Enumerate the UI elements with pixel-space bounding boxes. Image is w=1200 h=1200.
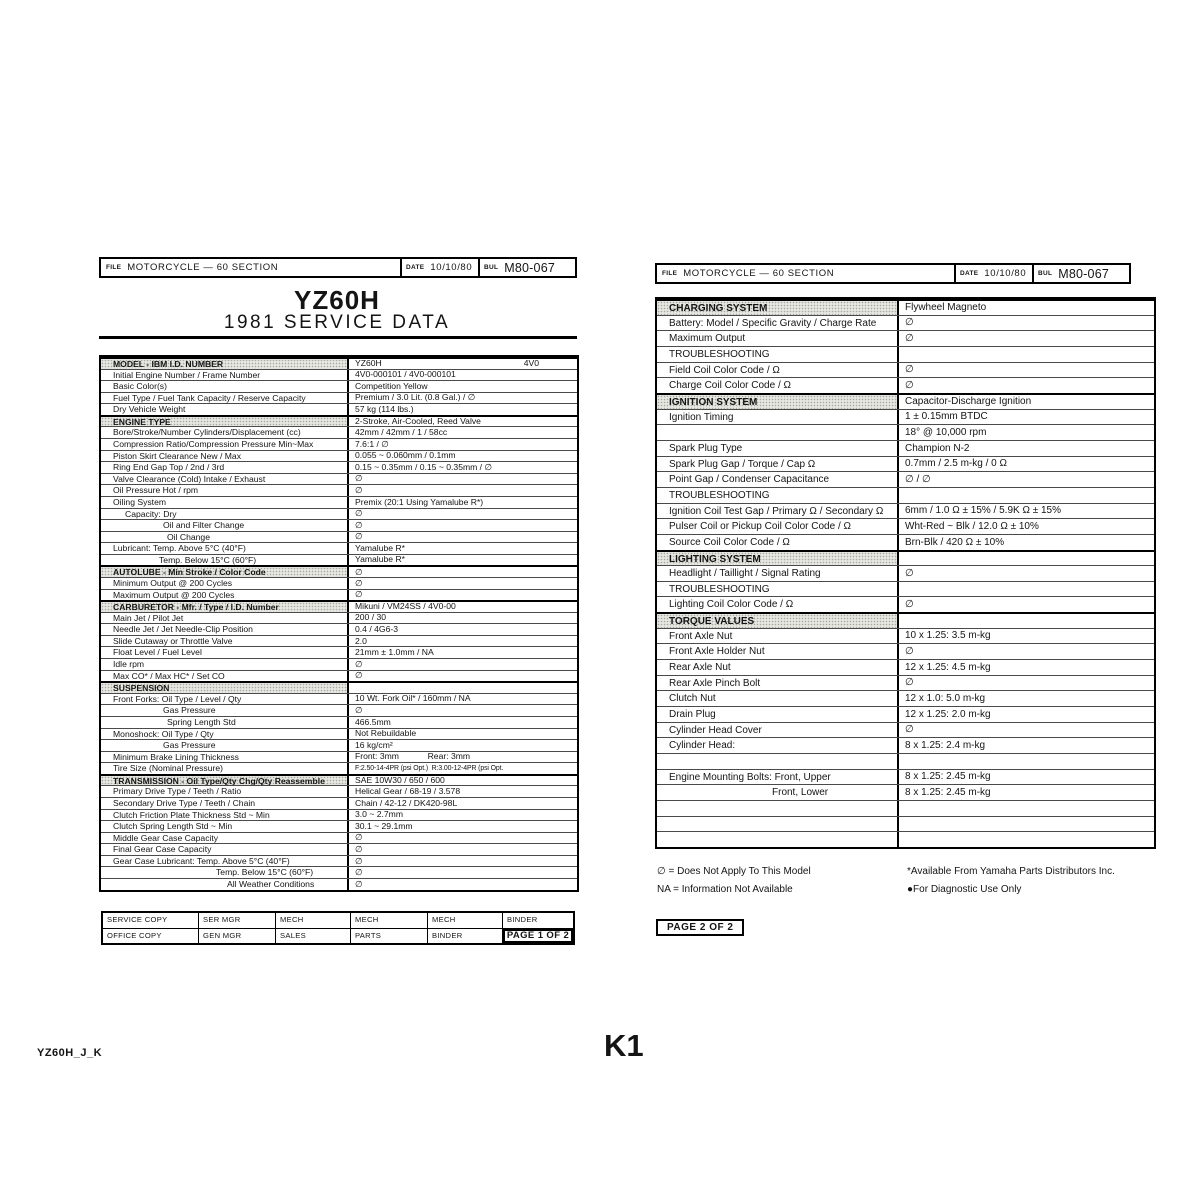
spec-label: Field Coil Color Code / Ω [669, 364, 780, 376]
distribution-cell: MECH [427, 913, 502, 928]
spec-value: Not Rebuildable [347, 729, 577, 740]
spec-label: Front Forks: Oil Type / Level / Qty [113, 693, 242, 704]
spec-value: 57 kg (114 lbs.) [347, 404, 577, 415]
spec-row [657, 456, 1154, 472]
spec-value: 30.1 ~ 29.1mm [347, 821, 577, 832]
distribution-cell: MECH [275, 913, 350, 928]
spec-value [897, 754, 1154, 769]
spec-label: Clutch Nut [669, 693, 716, 705]
spec-label: TRANSMISSION - Oil Type/Qty Chg/Qty Reassemble [101, 776, 347, 786]
spec-value: 8 x 1.25: 2.4 m-kg [897, 738, 1154, 753]
spec-row [657, 753, 1154, 769]
spec-row [101, 809, 577, 821]
spec-row [657, 722, 1154, 738]
spec-label: IGNITION SYSTEM [657, 395, 897, 409]
service-data-table-page1 [99, 355, 579, 892]
spec-value: SAE 10W30 / 650 / 600 [347, 776, 577, 786]
spec-label: Engine Mounting Bolts: Front, Upper [669, 771, 831, 783]
spec-value-right: 4V0 [523, 359, 539, 369]
file-label: FILE [662, 270, 678, 277]
model-title: YZ60H [294, 285, 380, 315]
spec-label: Valve Clearance (Cold) Intake / Exhaust [113, 473, 266, 484]
spec-value: ∅ [347, 705, 577, 716]
spec-row [657, 596, 1154, 612]
bulletin-cell [1032, 265, 1129, 282]
spec-row [101, 473, 577, 485]
date-value: 10/10/80 [430, 262, 473, 273]
distribution-cell: GEN MGR [198, 929, 275, 944]
spec-row [101, 623, 577, 635]
spec-label: Bore/Stroke/Number Cylinders/Displacement (cc) [113, 427, 301, 438]
spec-value: Chain / 42-12 / DK420-98L [347, 798, 577, 809]
spec-value: ∅ / ∅ [897, 472, 1154, 487]
spec-row [101, 519, 577, 531]
spec-value: Champion N-2 [897, 441, 1154, 456]
spec-value [897, 817, 1154, 832]
spec-row [657, 675, 1154, 691]
section-header-row [101, 357, 577, 369]
spec-value: 466.5mm [347, 717, 577, 728]
spec-row [101, 369, 577, 381]
document-subtitle: 1981 SERVICE DATA [223, 312, 451, 333]
spec-value: 2.0 [347, 636, 577, 647]
spec-row [101, 438, 577, 450]
spec-value [897, 832, 1154, 847]
spec-value: Competition Yellow [347, 381, 577, 392]
spec-value: Mikuni / VM24SS / 4V0-00 [347, 602, 577, 612]
distribution-row-offices [103, 928, 573, 944]
legend-bullet: ●For Diagnostic Use Only [907, 884, 1022, 895]
spec-row [657, 362, 1154, 378]
spec-label: Cylinder Head Cover [669, 724, 762, 736]
spec-value: 12 x 1.25: 2.0 m-kg [897, 707, 1154, 722]
spec-label: Lighting Coil Color Code / Ω [669, 599, 794, 611]
spec-value: ∅ [347, 844, 577, 855]
spec-label: CARBURETOR - Mfr. / Type / I.D. Number [101, 602, 347, 612]
spec-label [657, 817, 897, 832]
spec-label [657, 801, 897, 816]
spec-row [101, 646, 577, 658]
spec-row [101, 716, 577, 728]
spec-label: Idle rpm [113, 659, 145, 670]
spec-value: ∅ [347, 578, 577, 589]
spec-label: TROUBLESHOOTING [669, 489, 770, 501]
spec-row [657, 690, 1154, 706]
legend-notes [657, 863, 1151, 899]
spec-label: ENGINE TYPE [101, 417, 347, 427]
spec-value: ∅ [897, 316, 1154, 331]
spec-label: Float Level / Fuel Level [113, 647, 202, 658]
spec-row [657, 503, 1154, 519]
spec-value: ∅ [897, 331, 1154, 346]
spec-label: Temp. Below 15°C (60°F) [216, 867, 314, 878]
spec-row [101, 797, 577, 809]
spec-label: Capacity: Dry [125, 508, 177, 519]
spec-label: Basic Color(s) [113, 381, 167, 392]
spec-value: ∅ [897, 378, 1154, 393]
spec-label [657, 832, 897, 847]
spec-label: LIGHTING SYSTEM [657, 552, 897, 566]
spec-label: Minimum Output @ 200 Cycles [113, 577, 233, 588]
spec-label: Battery: Model / Specific Gravity / Charge Rate [669, 317, 877, 329]
spec-row [657, 315, 1154, 331]
spec-row [657, 659, 1154, 675]
page2-of-2-badge: PAGE 2 OF 2 [656, 919, 744, 936]
spec-label: Initial Engine Number / Frame Number [113, 369, 261, 380]
spec-row [657, 581, 1154, 597]
spec-label: CHARGING SYSTEM [657, 301, 897, 315]
spec-row [101, 785, 577, 797]
spec-row [657, 330, 1154, 346]
spec-value: Brn-Blk / 420 Ω ± 10% [897, 535, 1154, 550]
section-header-row [101, 565, 577, 577]
spec-row [101, 392, 577, 404]
spec-label: Clutch Spring Length Std ~ Min [113, 821, 233, 832]
spec-label: Rear Axle Pinch Bolt [669, 677, 761, 689]
distribution-cell: SERVICE COPY [107, 915, 168, 924]
spec-value [897, 614, 1154, 628]
spec-row [657, 346, 1154, 362]
spec-value: 0.4 / 4G6-3 [347, 624, 577, 635]
spec-value: Flywheel Magneto [897, 301, 1154, 315]
section-header-row [657, 550, 1154, 566]
spec-label: Tire Size (Nominal Pressure) [113, 763, 223, 774]
spec-row [657, 487, 1154, 503]
spec-value: 7.6:1 / ∅ [347, 439, 577, 450]
bulletin-label: BUL [484, 264, 499, 271]
spec-value: Premix (20:1 Using Yamalube R*) [347, 497, 577, 508]
spec-label [657, 754, 897, 769]
spec-label: Monoshock: Oil Type / Qty [113, 728, 214, 739]
spec-label: Point Gap / Condenser Capacitance [669, 474, 830, 486]
spec-value: 4V0-000101 / 4V0-000101 [347, 370, 577, 381]
distribution-cell: OFFICE COPY [107, 930, 162, 940]
spec-label: TROUBLESHOOTING [669, 583, 770, 595]
spec-value: ∅ [897, 676, 1154, 691]
spec-value: ∅ [347, 856, 577, 867]
spec-value: 8 x 1.25: 2.45 m-kg [897, 785, 1154, 800]
spec-row [657, 424, 1154, 440]
spec-row [657, 643, 1154, 659]
document-title-block [99, 287, 575, 334]
spec-value: Capacitor-Discharge Ignition [897, 395, 1154, 409]
spec-row [657, 816, 1154, 832]
spec-row [101, 670, 577, 682]
spec-value: Helical Gear / 68-19 / 3.578 [347, 786, 577, 797]
spec-value: 12 x 1.25: 4.5 m-kg [897, 660, 1154, 675]
spec-row [101, 728, 577, 740]
section-header-row [101, 774, 577, 786]
spec-row [657, 440, 1154, 456]
spec-label: Oil Change [167, 531, 210, 542]
spec-label: Oil and Filter Change [163, 520, 245, 531]
spec-label: Oil Pressure Hot / rpm [113, 485, 199, 496]
bulletin-label: BUL [1038, 270, 1053, 277]
spec-value: 10 Wt. Fork Oil* / 160mm / NA [347, 694, 577, 705]
spec-label: Ring End Gap Top / 2nd / 3rd [113, 462, 225, 473]
spec-value: F:2.50-14-4PR (psi Opt.) R:3.00-12-4PR (psi Opt. [347, 763, 577, 774]
spec-row [657, 784, 1154, 800]
spec-label: TORQUE VALUES [657, 614, 897, 628]
spec-value: 200 / 30 [347, 613, 577, 624]
spec-label: Maximum Output [669, 333, 746, 345]
distribution-table [101, 911, 575, 945]
spec-row [101, 496, 577, 508]
spec-value: ∅ [347, 671, 577, 682]
spec-row [101, 403, 577, 415]
spec-value: 16 kg/cm² [347, 740, 577, 751]
spec-value: ∅ [347, 532, 577, 543]
spec-row [657, 769, 1154, 785]
spec-label: Drain Plug [669, 709, 716, 721]
spec-label: AUTOLUBE - Min Stroke / Color Code [101, 567, 347, 577]
page1-file-header [99, 257, 577, 278]
spec-label: Ignition Coil Test Gap / Primary Ω / Secondary Ω [669, 505, 884, 517]
date-label: DATE [960, 270, 979, 277]
spec-value: ∅ [347, 590, 577, 601]
file-value: MOTORCYCLE — 60 SECTION [127, 262, 279, 273]
spec-label: Primary Drive Type / Teeth / Ratio [113, 786, 242, 797]
distribution-cell: SER MGR [198, 913, 275, 928]
distribution-cell: PARTS [350, 929, 427, 944]
legend-asterisk: *Available From Yamaha Parts Distributors Inc. [907, 866, 1115, 877]
spec-value: Premium / 3.0 Lit. (0.8 Gal.) / ∅ [347, 393, 577, 404]
spec-label: Front Axle Holder Nut [669, 646, 765, 658]
spec-label: Source Coil Color Code / Ω [669, 536, 790, 548]
spec-label: Charge Coil Color Code / Ω [669, 380, 791, 392]
spec-row [657, 377, 1154, 393]
spec-label: Minimum Brake Lining Thickness [113, 751, 239, 762]
spec-row [657, 737, 1154, 753]
spec-row [101, 612, 577, 624]
spec-row [101, 762, 577, 774]
spec-row [101, 866, 577, 878]
spec-row [101, 461, 577, 473]
spec-label: Gas Pressure [163, 705, 216, 716]
spec-row [101, 380, 577, 392]
service-data-table-page2 [655, 297, 1156, 849]
spec-label: Dry Vehicle Weight [113, 404, 186, 415]
spec-label: Gas Pressure [163, 740, 216, 751]
spec-row [657, 800, 1154, 816]
spec-row [101, 542, 577, 554]
spec-value: 2-Stroke, Air-Cooled, Reed Valve [347, 417, 577, 427]
spec-label: Final Gear Case Capacity [113, 844, 212, 855]
spec-label: Compression Ratio/Compression Pressure Min~Max [113, 439, 314, 450]
spec-value: Yamalube R* [347, 555, 577, 566]
spec-row [657, 565, 1154, 581]
bulletin-cell [478, 259, 575, 276]
spec-row [101, 484, 577, 496]
spec-value: 18° @ 10,000 rpm [897, 425, 1154, 440]
spec-value: Wht-Red ~ Blk / 12.0 Ω ± 10% [897, 519, 1154, 534]
spec-row [657, 831, 1154, 847]
spec-label: Slide Cutaway or Throttle Valve [113, 635, 233, 646]
spec-value [897, 347, 1154, 362]
spec-label: All Weather Conditions [227, 879, 315, 890]
file-label: FILE [106, 264, 122, 271]
legend-null-symbol: ∅ = Does Not Apply To This Model [657, 866, 811, 877]
legend-na: NA = Information Not Available [657, 884, 793, 895]
spec-label: Front Axle Nut [669, 630, 733, 642]
section-header-row [657, 612, 1154, 628]
page1-badge-cell [502, 929, 573, 944]
spec-label: Cylinder Head: [669, 740, 736, 752]
spec-value: ∅ [347, 879, 577, 890]
distribution-cell: BINDER [427, 929, 502, 944]
date-label: DATE [406, 264, 425, 271]
spec-value: ∅ [347, 485, 577, 496]
title-divider [99, 336, 577, 339]
spec-label: Temp. Below 15°C (60°F) [159, 554, 257, 565]
spec-row [101, 635, 577, 647]
bulletin-number: M80-067 [504, 260, 556, 275]
spec-value [897, 582, 1154, 597]
spec-label: Gear Case Lubricant: Temp. Above 5°C (40°F) [113, 855, 290, 866]
spec-row [101, 450, 577, 462]
spec-row [101, 508, 577, 520]
spec-label: Rear Axle Nut [669, 662, 731, 674]
spec-value: 6mm / 1.0 Ω ± 15% / 5.9K Ω ± 15% [897, 504, 1154, 519]
spec-value: ∅ [347, 833, 577, 844]
spec-label: SUSPENSION [101, 683, 347, 693]
section-header-row [101, 600, 577, 612]
distribution-row-copies [103, 913, 573, 928]
spec-value: 1 ± 0.15mm BTDC [897, 410, 1154, 425]
spec-value: 0.7mm / 2.5 m-kg / 0 Ω [897, 457, 1154, 472]
spec-row [101, 589, 577, 601]
spec-row [101, 739, 577, 751]
spec-label: Fuel Type / Fuel Tank Capacity / Reserve Capacity [113, 392, 306, 403]
spec-value: 0.15 ~ 0.35mm / 0.15 ~ 0.35mm / ∅ [347, 462, 577, 473]
distribution-cell: BINDER [502, 913, 573, 928]
spec-value: ∅ [897, 723, 1154, 738]
spec-row [101, 577, 577, 589]
spec-label: TROUBLESHOOTING [669, 348, 770, 360]
spec-label: Spring Length Std [167, 716, 236, 727]
spec-value: 10 x 1.25: 3.5 m-kg [897, 629, 1154, 644]
section-header-row [657, 299, 1154, 315]
spec-row [101, 658, 577, 670]
spec-value [897, 801, 1154, 816]
spec-value: ∅ [347, 509, 577, 520]
spec-value [897, 552, 1154, 566]
bulletin-number: M80-067 [1058, 266, 1110, 281]
file-cell [101, 259, 400, 276]
spec-value: 42mm / 42mm / 1 / 58cc [347, 427, 577, 438]
spec-row [101, 878, 577, 890]
spec-row [657, 471, 1154, 487]
spec-value [347, 683, 577, 693]
spec-label: Secondary Drive Type / Teeth / Chain [113, 797, 256, 808]
spec-value: ∅ [897, 363, 1154, 378]
spec-row [101, 832, 577, 844]
spec-row [657, 409, 1154, 425]
section-header-row [101, 415, 577, 427]
page1-of-2-badge: PAGE 1 OF 2 [503, 929, 573, 944]
spec-row [101, 855, 577, 867]
distribution-cell: MECH [350, 913, 427, 928]
spec-label: Lubricant: Temp. Above 5°C (40°F) [113, 543, 246, 554]
spec-row [101, 704, 577, 716]
spec-value: 8 x 1.25: 2.45 m-kg [897, 770, 1154, 785]
date-cell [954, 265, 1032, 282]
spec-value: 0.055 ~ 0.060mm / 0.1mm [347, 451, 577, 462]
spec-value: ∅ [897, 644, 1154, 659]
spec-value: ∅ [347, 867, 577, 878]
spec-label: Spark Plug Type [669, 442, 743, 454]
date-value: 10/10/80 [984, 268, 1027, 279]
spec-label: Middle Gear Case Capacity [113, 832, 219, 843]
sheet-reference: K1 [604, 1028, 644, 1063]
spec-label: MODEL - IBM I.D. NUMBER [101, 359, 347, 369]
spec-row [657, 706, 1154, 722]
section-header-row [657, 393, 1154, 409]
spec-row [101, 554, 577, 566]
spec-value: ∅ [347, 567, 577, 577]
spec-value [897, 488, 1154, 503]
document-code: YZ60H_J_K [37, 1047, 103, 1059]
page2-file-header [655, 263, 1131, 284]
spec-label: Piston Skirt Clearance New / Max [113, 450, 241, 461]
spec-row [657, 518, 1154, 534]
spec-value: ∅ [897, 566, 1154, 581]
spec-label: Pulser Coil or Pickup Coil Color Code / Ω [669, 521, 851, 533]
file-cell [657, 265, 954, 282]
file-value: MOTORCYCLE — 60 SECTION [683, 268, 835, 279]
distribution-cell: SALES [275, 929, 350, 944]
spec-value: Front: 3mm Rear: 3mm [347, 752, 577, 763]
spec-value: 12 x 1.0: 5.0 m-kg [897, 691, 1154, 706]
spec-label: Clutch Friction Plate Thickness Std ~ Min [113, 809, 270, 820]
spec-row [101, 820, 577, 832]
section-header-row [101, 681, 577, 693]
spec-label: Ignition Timing [669, 411, 734, 423]
spec-label [657, 425, 897, 440]
spec-label: Front, Lower [772, 787, 829, 799]
spec-value: ∅ [897, 597, 1154, 612]
spec-label: Maximum Output @ 200 Cycles [113, 589, 235, 600]
spec-label: Main Jet / Pilot Jet [113, 612, 184, 623]
spec-label: Max CO* / Max HC* / Set CO [113, 670, 225, 681]
legend-right-column [907, 863, 1115, 899]
spec-value: ∅ [347, 474, 577, 485]
spec-label: Oiling System [113, 496, 167, 507]
spec-row [657, 534, 1154, 550]
spec-value: YZ60H 4V0 [347, 359, 577, 369]
spec-row [101, 426, 577, 438]
spec-value: ∅ [347, 659, 577, 670]
spec-label: Headlight / Taillight / Signal Rating [669, 568, 821, 580]
spec-value: 21mm ± 1.0mm / NA [347, 647, 577, 658]
spec-value: ∅ [347, 520, 577, 531]
spec-row [101, 693, 577, 705]
spec-value: Yamalube R* [347, 543, 577, 554]
spec-label: Needle Jet / Jet Needle-Clip Position [113, 624, 253, 635]
spec-row [101, 531, 577, 543]
spec-row [657, 628, 1154, 644]
spec-label: Spark Plug Gap / Torque / Cap Ω [669, 458, 816, 470]
spec-row [101, 843, 577, 855]
spec-row [101, 751, 577, 763]
date-cell [400, 259, 478, 276]
spec-value: 3.0 ~ 2.7mm [347, 810, 577, 821]
